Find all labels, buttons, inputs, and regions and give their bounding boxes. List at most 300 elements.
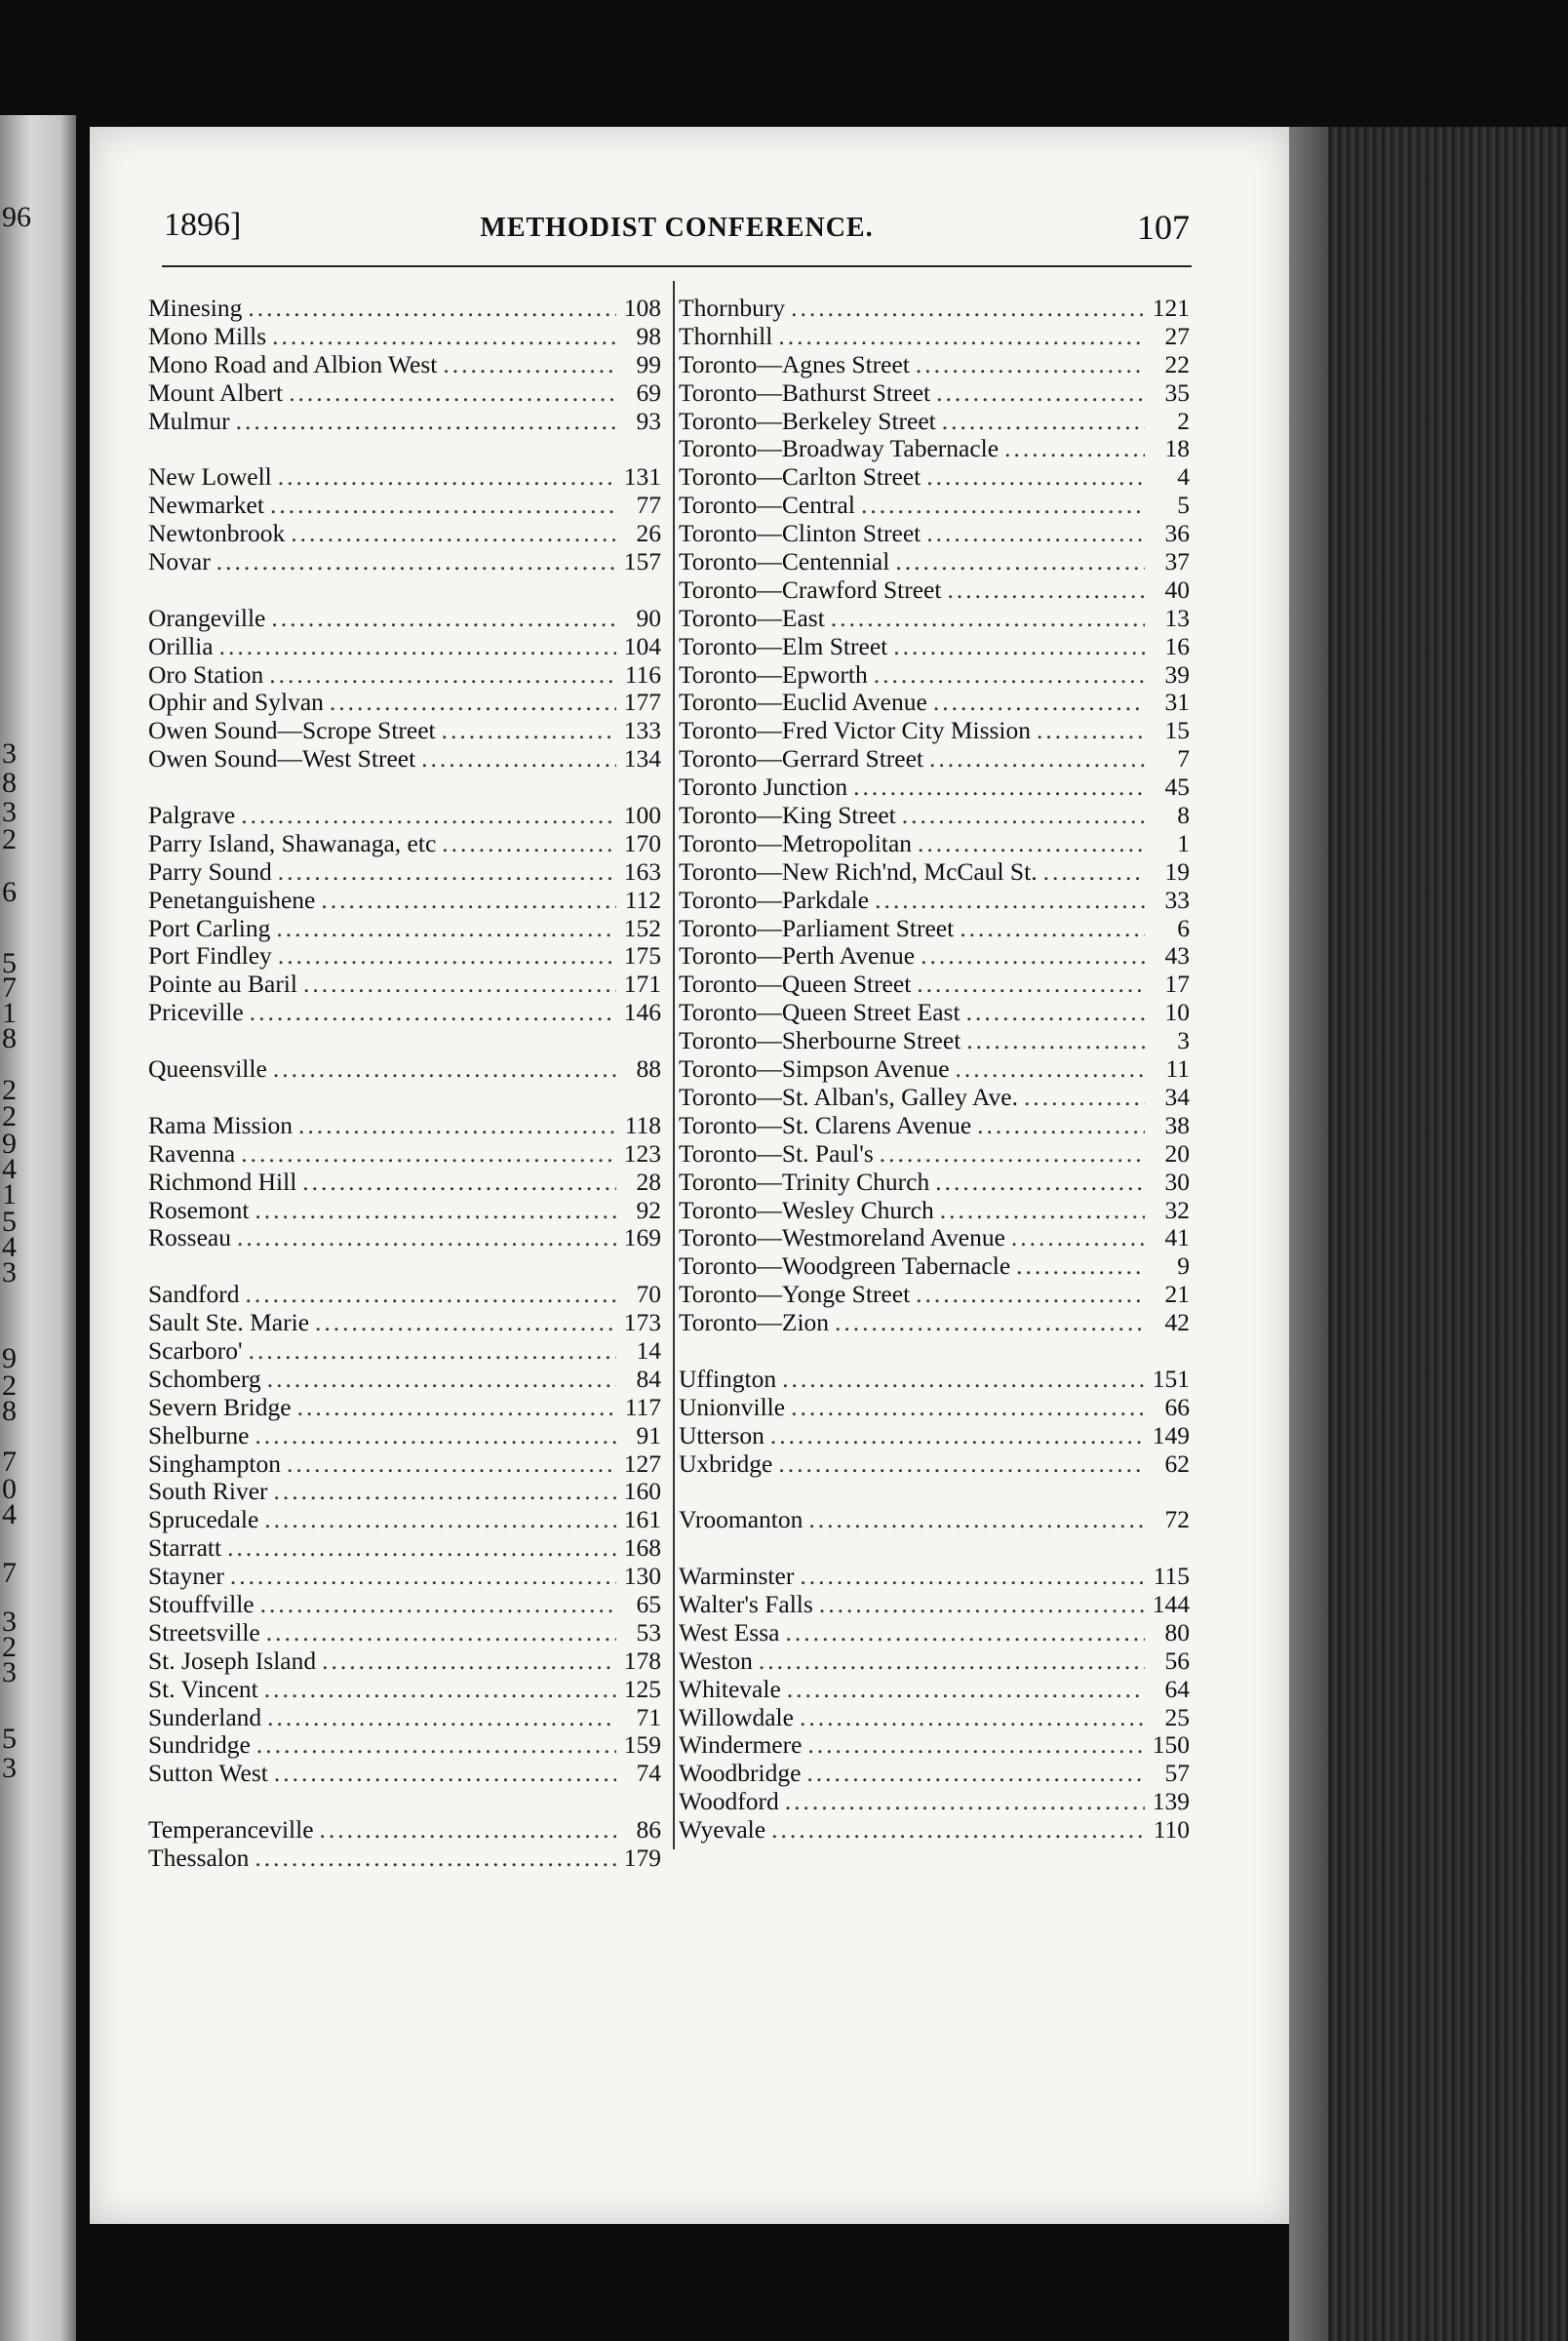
- dot-leader: [330, 689, 616, 717]
- margin-fragment: 7: [2, 1557, 17, 1589]
- entry-number: 108: [623, 294, 661, 322]
- dot-leader: [782, 1366, 1145, 1394]
- index-entry: [679, 971, 1190, 999]
- entry-name: Toronto—Epworth: [679, 659, 868, 689]
- index-entry: [148, 463, 661, 492]
- entry-name: Orangeville: [148, 603, 266, 632]
- dot-leader: [785, 1619, 1145, 1647]
- margin-fragment: 3: [2, 1752, 17, 1784]
- margin-fragment: 2: [2, 1369, 17, 1402]
- index-entry: [679, 1619, 1190, 1647]
- entry-number: 93: [636, 406, 661, 435]
- entry-name: Novar: [148, 547, 211, 576]
- entry-number: 21: [1164, 1280, 1190, 1309]
- dot-leader: [245, 1281, 616, 1309]
- index-entry: [679, 858, 1190, 887]
- index-entry: [679, 1816, 1190, 1845]
- section-gap: [679, 1337, 1190, 1366]
- margin-fragment: 3: [2, 796, 17, 828]
- entry-name: Streetsville: [148, 1617, 260, 1647]
- entry-name: Sunderland: [148, 1702, 262, 1731]
- dot-leader: [298, 1112, 616, 1140]
- entry-number: 3: [1177, 1026, 1190, 1055]
- margin-fragment: 2: [2, 1074, 17, 1106]
- entry-number: 27: [1164, 321, 1190, 350]
- index-entry: [148, 1506, 661, 1534]
- entry-name: New Lowell: [148, 462, 272, 492]
- entry-number: 169: [623, 1223, 661, 1252]
- entry-name: Sundridge: [148, 1730, 251, 1760]
- index-entry: [148, 1760, 661, 1788]
- entry-number: 112: [624, 885, 661, 914]
- dot-leader: [274, 1760, 616, 1788]
- entry-name: Toronto—Sherbourne Street: [679, 1026, 961, 1055]
- entry-number: 80: [1164, 1617, 1190, 1647]
- entry-name: Ophir and Sylvan: [148, 688, 324, 717]
- page-edge-band: [1289, 127, 1328, 2341]
- index-entry: [148, 1619, 661, 1647]
- dot-leader: [895, 548, 1145, 576]
- column-divider: [673, 281, 675, 1849]
- dot-leader: [960, 915, 1145, 943]
- index-entry: [148, 605, 661, 633]
- margin-fragment: 2: [2, 823, 17, 855]
- index-entry: [148, 802, 661, 830]
- margin-fragment: 3: [2, 1606, 17, 1638]
- dot-leader: [241, 802, 616, 830]
- index-entry: [679, 1309, 1190, 1337]
- section-gap: [679, 1478, 1190, 1506]
- entry-number: 9: [1177, 1251, 1190, 1281]
- entry-number: 34: [1164, 1082, 1190, 1111]
- index-entry: [148, 1169, 661, 1197]
- dot-leader: [874, 661, 1145, 690]
- header-title: METHODIST CONFERENCE.: [480, 213, 874, 243]
- index-entry: [679, 1027, 1190, 1055]
- dot-leader: [785, 1788, 1145, 1816]
- entry-number: 45: [1164, 773, 1190, 802]
- entry-number: 163: [623, 856, 661, 886]
- index-entry: [148, 689, 661, 717]
- dot-leader: [266, 1619, 616, 1647]
- entry-number: 177: [623, 688, 661, 717]
- dot-leader: [791, 295, 1145, 323]
- entry-name: Uxbridge: [679, 1448, 773, 1478]
- index-entry: [148, 1731, 661, 1760]
- entry-number: 1: [1177, 828, 1190, 857]
- entry-number: 41: [1164, 1223, 1190, 1252]
- entry-number: 14: [636, 1335, 661, 1365]
- entry-name: Thessalon: [148, 1843, 250, 1872]
- index-entry: [148, 1450, 661, 1479]
- entry-number: 10: [1164, 998, 1190, 1027]
- dot-leader: [255, 1422, 616, 1450]
- entry-number: 66: [1164, 1392, 1190, 1421]
- index-entry: [679, 605, 1190, 633]
- entry-number: 116: [624, 659, 661, 689]
- dot-leader: [303, 971, 616, 999]
- dot-leader: [918, 830, 1145, 858]
- entry-number: 2: [1177, 406, 1190, 435]
- entry-number: 130: [623, 1562, 661, 1591]
- entry-name: Toronto—St. Paul's: [679, 1138, 874, 1168]
- entry-number: 139: [1152, 1787, 1190, 1816]
- index-entry: [148, 1816, 661, 1845]
- dot-leader: [1043, 858, 1145, 887]
- dot-leader: [835, 1309, 1145, 1337]
- entry-name: Mulmur: [148, 406, 230, 435]
- entry-number: 43: [1164, 941, 1190, 971]
- entry-number: 88: [636, 1054, 661, 1084]
- dot-leader: [935, 1169, 1145, 1197]
- dot-leader: [250, 999, 616, 1027]
- index-entry: [148, 1478, 661, 1506]
- dot-leader: [287, 1450, 616, 1479]
- index-entry: [148, 1309, 661, 1337]
- index-entry: [679, 351, 1190, 379]
- index-entry: [148, 548, 661, 576]
- index-entry: [148, 1394, 661, 1422]
- entry-name: Toronto—Centennial: [679, 547, 890, 576]
- entry-number: 98: [636, 321, 661, 350]
- dot-leader: [880, 1140, 1145, 1169]
- entry-name: Mono Road and Albion West: [148, 349, 438, 378]
- index-entry: [148, 1563, 661, 1591]
- dot-leader: [921, 942, 1145, 971]
- index-entry: [148, 830, 661, 858]
- entry-name: Woodford: [679, 1787, 779, 1816]
- dot-leader: [956, 1055, 1145, 1084]
- entry-number: 117: [624, 1392, 661, 1421]
- entry-name: Newtonbrook: [148, 519, 286, 548]
- entry-number: 71: [636, 1702, 661, 1731]
- dot-leader: [808, 1506, 1145, 1534]
- entry-name: Toronto—Queen Street East: [679, 998, 960, 1027]
- entry-number: 30: [1164, 1167, 1190, 1196]
- entry-name: Starratt: [148, 1533, 222, 1563]
- entry-name: Wyevale: [679, 1815, 766, 1845]
- entry-name: Rama Mission: [148, 1110, 294, 1139]
- index-entry: [679, 1281, 1190, 1309]
- index-entry: [148, 323, 661, 351]
- index-entry: [148, 1422, 661, 1450]
- dot-leader: [216, 548, 616, 576]
- entry-number: 84: [636, 1364, 661, 1393]
- margin-fragment: 9: [2, 1128, 17, 1160]
- entry-name: Mono Mills: [148, 321, 267, 350]
- entry-name: Toronto—King Street: [679, 801, 896, 830]
- index-entry: [679, 576, 1190, 605]
- dot-leader: [237, 1224, 616, 1252]
- dot-leader: [770, 1422, 1145, 1450]
- entry-number: 65: [636, 1589, 661, 1618]
- entry-name: Singhampton: [148, 1448, 282, 1478]
- entry-name: Toronto—Agnes Street: [679, 349, 910, 378]
- entry-name: Toronto—Central: [679, 491, 855, 520]
- margin-fragment: 5: [2, 947, 17, 979]
- dot-leader: [933, 689, 1145, 717]
- entry-number: 39: [1164, 659, 1190, 689]
- section-gap: [148, 1788, 661, 1816]
- index-entry: [679, 830, 1190, 858]
- entry-number: 62: [1164, 1448, 1190, 1478]
- entry-number: 91: [636, 1420, 661, 1449]
- entry-number: 134: [623, 744, 661, 774]
- entry-number: 170: [623, 828, 661, 857]
- margin-fragment: 4: [2, 1153, 17, 1185]
- index-entry: [679, 1450, 1190, 1479]
- index-entry: [679, 1112, 1190, 1140]
- entry-name: Toronto—Crawford Street: [679, 575, 942, 604]
- dot-leader: [442, 830, 616, 858]
- entry-name: Newmarket: [148, 491, 264, 520]
- entry-number: 17: [1164, 970, 1190, 999]
- entry-number: 5: [1177, 491, 1190, 520]
- dot-leader: [902, 802, 1145, 830]
- dot-leader: [255, 1845, 616, 1873]
- index-entry: [679, 1252, 1190, 1281]
- section-gap: [148, 435, 661, 463]
- entry-name: Toronto—Berkeley Street: [679, 406, 936, 435]
- page-header: [164, 207, 1190, 256]
- entry-name: Toronto—Broadway Tabernacle: [679, 434, 1000, 463]
- index-entry: [679, 1055, 1190, 1084]
- margin-fragment: 8: [2, 1395, 17, 1427]
- entry-name: Toronto—Parkdale: [679, 885, 870, 914]
- index-entry: [148, 1197, 661, 1225]
- dot-leader: [926, 520, 1145, 548]
- dot-leader: [778, 323, 1145, 351]
- dot-leader: [315, 1309, 616, 1337]
- index-entry: [679, 661, 1190, 690]
- index-entry: [148, 379, 661, 408]
- index-entry: [679, 717, 1190, 745]
- margin-fragment: 6: [2, 876, 17, 908]
- entry-name: Ravenna: [148, 1138, 236, 1168]
- entry-number: 25: [1164, 1702, 1190, 1731]
- index-entry: [679, 1366, 1190, 1394]
- entry-name: Oro Station: [148, 659, 264, 689]
- entry-name: Toronto—Bathurst Street: [679, 377, 931, 407]
- index-column-right: [679, 295, 1190, 1845]
- dot-leader: [421, 745, 616, 774]
- index-entry: [679, 408, 1190, 436]
- dot-leader: [791, 1394, 1145, 1422]
- index-entry: [148, 408, 661, 436]
- entry-number: 53: [636, 1617, 661, 1647]
- entry-name: St. Joseph Island: [148, 1646, 317, 1675]
- entry-name: Queensville: [148, 1054, 267, 1084]
- entry-name: Warminster: [679, 1562, 795, 1591]
- entry-name: Orillia: [148, 631, 214, 660]
- entry-name: Vroomanton: [679, 1505, 804, 1534]
- index-entry: [148, 1055, 661, 1084]
- dot-leader: [443, 351, 616, 379]
- dot-leader: [289, 379, 616, 408]
- entry-number: 118: [624, 1110, 661, 1139]
- entry-name: Rosseau: [148, 1223, 231, 1252]
- entry-number: 69: [636, 377, 661, 407]
- entry-number: 42: [1164, 1308, 1190, 1337]
- dot-leader: [442, 717, 616, 745]
- dot-leader: [917, 971, 1145, 999]
- index-entry: [679, 1676, 1190, 1704]
- entry-name: Sutton West: [148, 1759, 268, 1788]
- index-entry: [679, 1731, 1190, 1760]
- entry-number: 18: [1164, 434, 1190, 463]
- dot-leader: [853, 774, 1145, 802]
- index-entry: [148, 1366, 661, 1394]
- entry-number: 159: [623, 1730, 661, 1760]
- entry-name: Port Carling: [148, 913, 271, 942]
- entry-number: 64: [1164, 1674, 1190, 1703]
- entry-name: Toronto—Fred Victor City Mission: [679, 716, 1032, 745]
- entry-name: Toronto—St. Alban's, Galley Ave.: [679, 1082, 1018, 1111]
- index-entry: [148, 1112, 661, 1140]
- entry-number: 160: [623, 1477, 661, 1506]
- entry-number: 161: [623, 1505, 661, 1534]
- entry-name: Penetanguishene: [148, 885, 316, 914]
- entry-number: 151: [1152, 1364, 1190, 1393]
- dot-leader: [267, 1704, 616, 1732]
- entry-name: Priceville: [148, 998, 244, 1027]
- entry-name: Toronto—Queen Street: [679, 970, 912, 999]
- margin-fragment: 5: [2, 1723, 17, 1755]
- index-entry: [679, 1169, 1190, 1197]
- dot-leader: [916, 1281, 1145, 1309]
- index-entry: [679, 1394, 1190, 1422]
- dot-leader: [942, 408, 1145, 436]
- index-entry: [679, 520, 1190, 548]
- entry-name: Toronto—Euclid Avenue: [679, 688, 927, 717]
- dot-leader: [260, 1591, 616, 1619]
- page-number: 107: [1137, 208, 1190, 247]
- margin-fragment: 96: [2, 201, 31, 233]
- dot-leader: [831, 605, 1145, 633]
- header-rule: [162, 265, 1192, 267]
- index-entry: [148, 492, 661, 520]
- entry-name: Whitevale: [679, 1674, 781, 1703]
- section-gap: [148, 1252, 661, 1281]
- dot-leader: [787, 1676, 1145, 1704]
- entry-name: Parry Island, Shawanaga, etc: [148, 828, 437, 857]
- index-entry: [679, 1704, 1190, 1732]
- section-gap: [148, 1027, 661, 1055]
- margin-fragment: 9: [2, 1342, 17, 1374]
- entry-number: 131: [623, 462, 661, 492]
- entry-name: Toronto—Gerrard Street: [679, 744, 924, 774]
- entry-number: 115: [1153, 1562, 1190, 1591]
- dot-leader: [926, 463, 1145, 492]
- margin-fragment: 7: [2, 1446, 17, 1478]
- index-entry: [679, 774, 1190, 802]
- entry-name: Toronto—Woodgreen Tabernacle: [679, 1251, 1011, 1281]
- dot-leader: [270, 492, 616, 520]
- entry-name: Sault Ste. Marie: [148, 1308, 310, 1337]
- index-entry: [679, 492, 1190, 520]
- dot-leader: [861, 492, 1145, 520]
- dot-leader: [278, 942, 616, 971]
- entry-name: Pointe au Baril: [148, 970, 297, 999]
- entry-number: 20: [1164, 1138, 1190, 1168]
- index-entry: [148, 1647, 661, 1676]
- entry-name: Toronto—Wesley Church: [679, 1195, 934, 1224]
- entry-name: Severn Bridge: [148, 1392, 292, 1421]
- entry-name: Toronto—Simpson Avenue: [679, 1054, 950, 1084]
- dot-leader: [271, 605, 616, 633]
- entry-number: 13: [1164, 603, 1190, 632]
- entry-name: Weston: [679, 1646, 753, 1675]
- entry-name: Rosemont: [148, 1195, 250, 1224]
- entry-number: 149: [1152, 1420, 1190, 1449]
- index-entry: [679, 745, 1190, 774]
- dot-leader: [807, 1731, 1145, 1760]
- entry-number: 40: [1164, 575, 1190, 604]
- dot-leader: [302, 1169, 616, 1197]
- entry-number: 125: [623, 1674, 661, 1703]
- entry-name: Toronto Junction: [679, 773, 848, 802]
- entry-number: 4: [1177, 462, 1190, 492]
- section-gap: [148, 576, 661, 605]
- entry-name: Toronto—St. Clarens Avenue: [679, 1110, 972, 1139]
- index-entry: [148, 1337, 661, 1366]
- index-entry: [148, 1224, 661, 1252]
- entry-number: 168: [623, 1533, 661, 1563]
- index-entry: [679, 295, 1190, 323]
- index-entry: [679, 379, 1190, 408]
- entry-number: 157: [623, 547, 661, 576]
- margin-fragment: 1: [2, 997, 17, 1029]
- dot-leader: [1016, 1252, 1145, 1281]
- dot-leader: [267, 1366, 616, 1394]
- entry-number: 92: [636, 1195, 661, 1224]
- dot-leader: [256, 1731, 616, 1760]
- entry-name: Mount Albert: [148, 377, 284, 407]
- entry-number: 123: [623, 1138, 661, 1168]
- section-gap: [148, 774, 661, 802]
- entry-name: Richmond Hill: [148, 1167, 297, 1196]
- entry-name: Shelburne: [148, 1420, 250, 1449]
- entry-name: Woodbridge: [679, 1759, 802, 1788]
- dot-leader: [230, 1563, 616, 1591]
- entry-name: Stouffville: [148, 1589, 255, 1618]
- entry-number: 133: [623, 716, 661, 745]
- entry-number: 26: [636, 519, 661, 548]
- dot-leader: [248, 295, 616, 323]
- margin-fragment: 8: [2, 767, 17, 799]
- entry-number: 7: [1177, 744, 1190, 774]
- margin-fragment: 1: [2, 1178, 17, 1210]
- entry-number: 72: [1164, 1505, 1190, 1534]
- entry-number: 6: [1177, 913, 1190, 942]
- index-entry: [148, 1281, 661, 1309]
- entry-name: Utterson: [679, 1420, 764, 1449]
- entry-name: Toronto—Perth Avenue: [679, 941, 916, 971]
- index-entry: [679, 689, 1190, 717]
- entry-number: 22: [1164, 349, 1190, 378]
- entry-name: Owen Sound—West Street: [148, 744, 416, 774]
- entry-number: 35: [1164, 377, 1190, 407]
- entry-number: 38: [1164, 1110, 1190, 1139]
- index-entry: [679, 323, 1190, 351]
- index-entry: [679, 1197, 1190, 1225]
- dot-leader: [291, 520, 616, 548]
- entry-number: 70: [636, 1280, 661, 1309]
- dot-leader: [806, 1760, 1145, 1788]
- entry-number: 15: [1164, 716, 1190, 745]
- index-entry: [679, 1647, 1190, 1676]
- index-entry: [679, 435, 1190, 463]
